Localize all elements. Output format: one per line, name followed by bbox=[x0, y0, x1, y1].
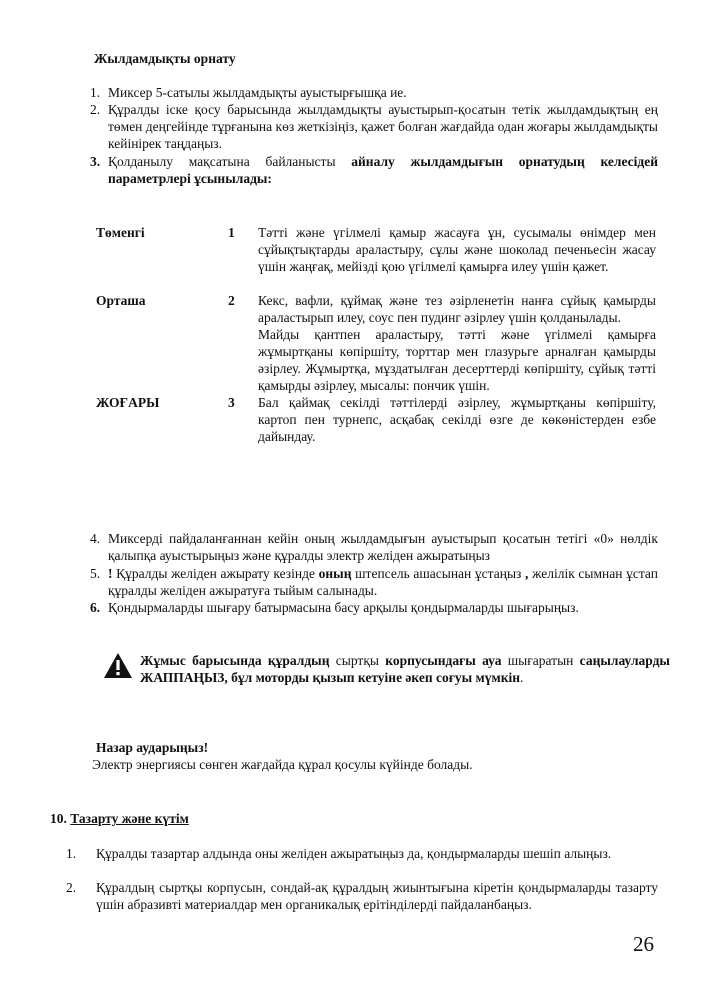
speed-value: 3 bbox=[228, 395, 235, 410]
speed-level: Орташа bbox=[96, 293, 146, 308]
list-text: Құралды іске қосу барысында жылдамдықты ауыстырып-қосатын тетік жылдамдықтың ең төмен деңгейінде тұрғанына көз жеткізіңіз, қажет болған жағдайда одан жоғары жылдамдықты кейінірек таңдаңыз. bbox=[108, 102, 658, 151]
list-number: 2. bbox=[90, 102, 101, 117]
list-text: ! Құралды желіден ажырату кезінде оның штепсель ашасынан ұстаңыз , желілік сымнан ұстап құралды желіден ажыратуға тыйым салынады. bbox=[108, 566, 658, 598]
list-number: 5. bbox=[90, 566, 101, 581]
section-title: Тазарту және күтім bbox=[70, 811, 189, 826]
list-item bbox=[90, 153, 658, 187]
list-item bbox=[66, 879, 658, 913]
list-item bbox=[90, 101, 658, 152]
page-number: 26 bbox=[633, 932, 654, 956]
list-text: Қондырмаларды шығару батырмасына басу арқылы қондырмаларды шығарыңыз. bbox=[108, 600, 579, 615]
list-number: 6. bbox=[90, 600, 101, 615]
speed-level: ЖОҒАРЫ bbox=[96, 395, 160, 410]
speed-row bbox=[96, 292, 656, 394]
list-item bbox=[90, 565, 658, 599]
list-text: Миксерді пайдаланғаннан кейін оның жылдамдығын ауыстырып қосатын тетігі «0» нөлдік қалыпқа ауыстырыңыз және құралды электр желіден ажыратыңыз bbox=[108, 531, 658, 563]
attention-text: Электр энергиясы сөнген жағдайда құрал қосулы күйінде болады. bbox=[92, 757, 473, 772]
speed-level: Төменгі bbox=[96, 225, 145, 240]
warning-triangle-icon bbox=[103, 652, 133, 679]
list-number: 1. bbox=[66, 846, 77, 861]
list-item bbox=[90, 599, 658, 616]
section-heading-cleaning bbox=[50, 810, 189, 827]
list-text: Құралдың сыртқы корпусын, сондай-ақ құралдың жиынтығына кіретін қондырмаларды тазарту үшін абразивті материалдар мен органикалық ерітінділерді пайдаланбаңыз. bbox=[96, 880, 658, 912]
exclamation-mark: ! bbox=[108, 566, 113, 581]
list-item bbox=[66, 845, 658, 862]
speed-row bbox=[96, 224, 656, 292]
speed-description: Кекс, вафли, құймақ және тез әзірленетін нанға сұйық қамырды араластырып илеу, соус пен пудинг әзірлеу үшін қолданылады. bbox=[258, 293, 656, 325]
list-item bbox=[90, 84, 658, 101]
list-number: 4. bbox=[90, 531, 101, 546]
list-text: Құралды тазартар алдында оны желіден ажыратыңыз да, қондырмаларды шешіп алыңыз. bbox=[96, 846, 612, 861]
list-number: 1. bbox=[90, 85, 101, 100]
list-text-plain: Қолданылу мақсатына байланысты bbox=[108, 154, 352, 169]
speed-value: 2 bbox=[228, 293, 235, 308]
speed-row bbox=[96, 394, 656, 445]
list-text-bold: айналу жылдамдығын орнатудың келесідей параметрлері ұсынылады: bbox=[108, 154, 658, 186]
section-title-speed: Жылдамдықты орнату bbox=[94, 51, 236, 66]
section-number: 10. bbox=[50, 811, 67, 826]
speed-table bbox=[96, 224, 656, 445]
list-number: 2. bbox=[66, 880, 77, 895]
speed-description: Майды қантпен араластыру, тәтті және үгілмелі қамырға жұмыртқаны көпіршіту, торттар мен глазурьге арналған қамырды әзірлеу. Жұмыртқа, мұздатылған десерттерді көпіршіту, сұйық тәтті қамырды әзірлеу, мысалы: пончик үшін. bbox=[258, 327, 656, 393]
list-text: Миксер 5-сатылы жылдамдықты ауыстырғышқа ие. bbox=[108, 85, 407, 100]
speed-description: Бал қаймақ секілді тәттілерді әзірлеу, жұмыртқаны көпіршіту, картоп пен турнепс, асқабақ секілді өзге де көкөністерден езбе дайындау. bbox=[258, 395, 656, 444]
list-item bbox=[90, 530, 658, 564]
speed-description: Тәтті және үгілмелі қамыр жасауға ұн, сусымалы өнімдер мен сұйықтықтарды араластыру, сұлы және шоколад печеньесін жасау үшін жаңғақ, мейізді қою үгілмелі қамырға илеу үшін қажет. bbox=[258, 225, 656, 274]
list-number: 3. bbox=[90, 154, 101, 169]
warning-text: Жұмыс барысында құралдың сыртқы корпусындағы ауа шығаратын саңылауларды ЖАППАҢЫЗ, бұл моторды қызып кетуіне әкеп соғуы мүмкін. bbox=[140, 653, 670, 685]
attention-title: Назар аударыңыз! bbox=[96, 740, 209, 755]
speed-value: 1 bbox=[228, 225, 235, 240]
list-text bbox=[108, 153, 658, 187]
